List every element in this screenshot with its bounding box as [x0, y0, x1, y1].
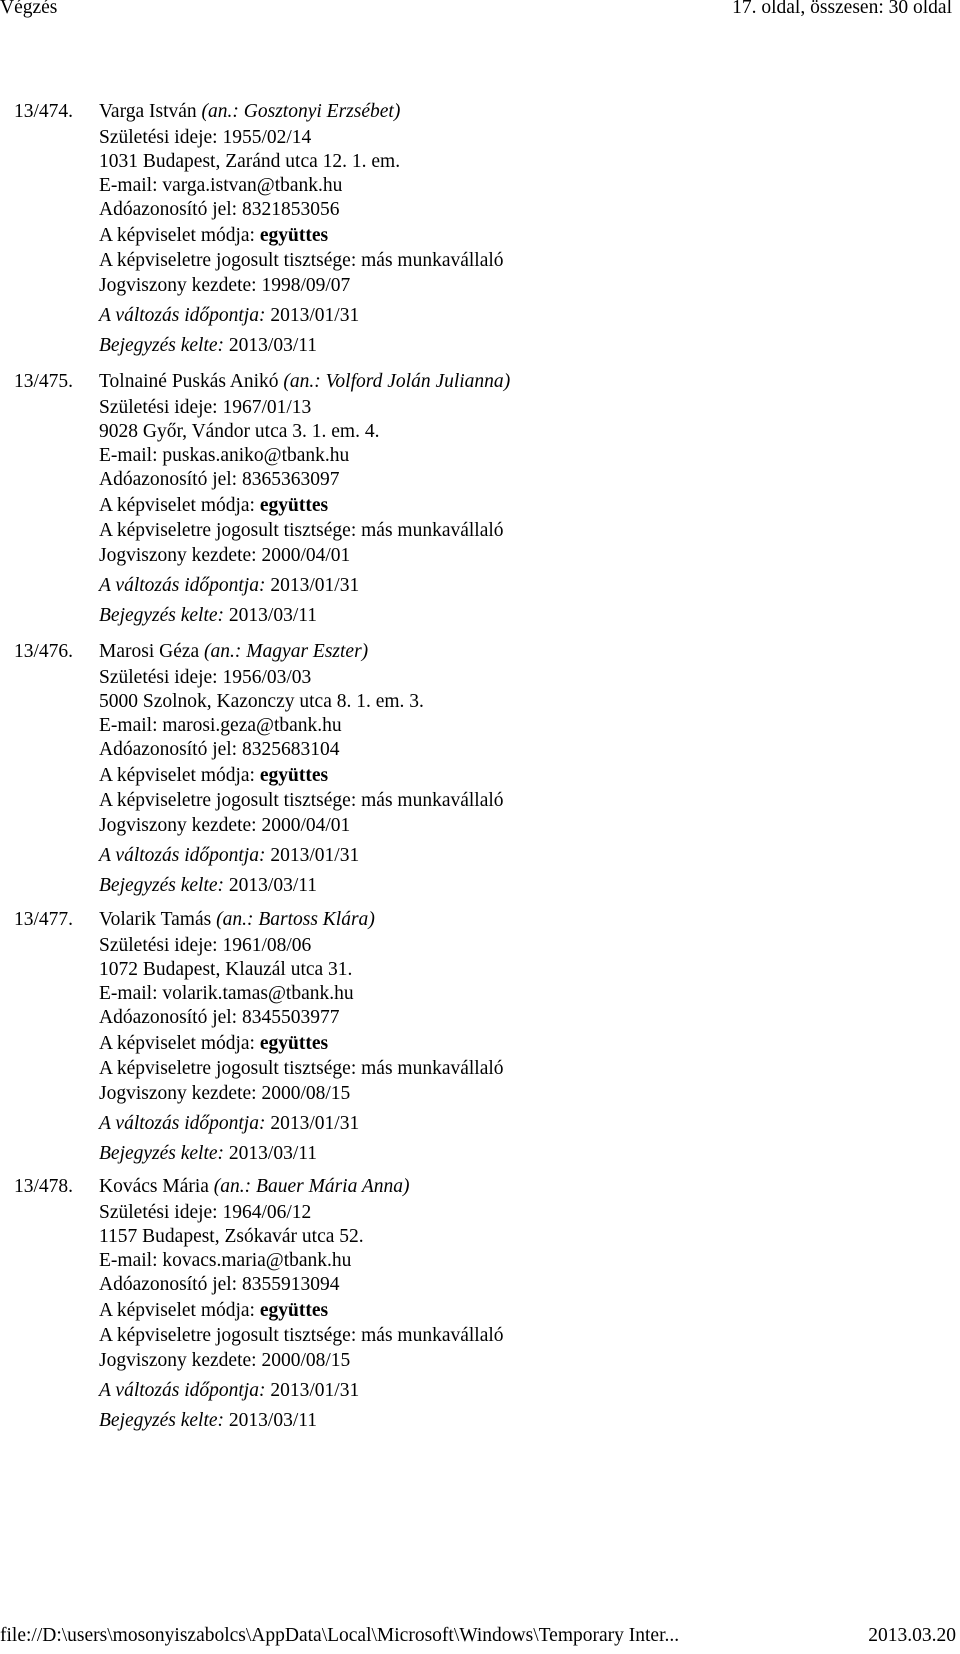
mother-suffix: )	[403, 1176, 410, 1197]
rep-title-value: más munkavállaló	[361, 1058, 504, 1079]
address-value: 1072 Budapest, Klauzál utca 31.	[99, 959, 353, 980]
entry-date-line	[99, 1142, 317, 1166]
entry-date-label: Bejegyzés kelte:	[99, 605, 229, 626]
email-label: E-mail:	[99, 715, 163, 736]
change-value: 2013/01/31	[270, 845, 360, 866]
document-title: Végzés	[0, 0, 58, 18]
email-label: E-mail:	[99, 983, 163, 1004]
birth-value: 1961/08/06	[222, 935, 312, 956]
entry-name-line	[99, 1175, 410, 1199]
change-value: 2013/01/31	[270, 1380, 360, 1401]
start-value: 2000/08/15	[261, 1083, 351, 1104]
rep-mode-value: együttes	[259, 765, 329, 786]
rep-title-line	[99, 249, 504, 273]
email-label: E-mail:	[99, 445, 163, 466]
tax-label: Adóazonosító jel:	[99, 199, 242, 220]
page-counter: 17. oldal, összesen: 30 oldal	[732, 0, 952, 18]
entry-date-label: Bejegyzés kelte:	[99, 875, 229, 896]
entry-name-line	[99, 100, 400, 124]
birth-line	[99, 934, 311, 958]
tax-value: 8321853056	[241, 199, 340, 220]
person-name: Tolnainé Puskás Anikó	[99, 371, 279, 392]
tax-value: 8345503977	[241, 1007, 340, 1028]
entry-date-label: Bejegyzés kelte:	[99, 335, 229, 356]
mother-prefix: (an.:	[216, 909, 259, 930]
entry-date-value: 2013/03/11	[228, 335, 318, 356]
rep-mode-label: A képviselet módja:	[99, 225, 260, 246]
birth-line	[99, 1201, 311, 1225]
email-line	[99, 1249, 351, 1273]
entry-date-value: 2013/03/11	[228, 605, 318, 626]
birth-line	[99, 666, 311, 690]
tax-value: 8325683104	[241, 739, 340, 760]
rep-mode-label: A képviselet módja:	[99, 1033, 260, 1054]
rep-mode-line	[99, 1299, 328, 1323]
birth-label: Születési ideje:	[99, 935, 223, 956]
email-value: volarik.tamas@tbank.hu	[162, 983, 354, 1004]
entry-date-line	[99, 334, 317, 358]
tax-label: Adóazonosító jel:	[99, 1007, 242, 1028]
change-value: 2013/01/31	[270, 305, 360, 326]
mother-name: Bartoss Klára	[258, 909, 369, 930]
start-label: Jogviszony kezdete:	[99, 275, 262, 296]
address-line	[99, 1225, 364, 1249]
mother-prefix: (an.:	[213, 1176, 257, 1197]
entry-number: 13/475.	[14, 371, 74, 392]
email-label: E-mail:	[99, 1250, 163, 1271]
start-value: 2000/04/01	[261, 815, 351, 836]
rep-title-line	[99, 519, 504, 543]
rep-mode-value: együttes	[259, 225, 329, 246]
change-value: 2013/01/31	[270, 575, 360, 596]
email-label: E-mail:	[99, 175, 163, 196]
rep-mode-label: A képviselet módja:	[99, 1300, 260, 1321]
rep-mode-line	[99, 494, 328, 518]
rep-title-value: más munkavállaló	[361, 520, 504, 541]
change-label: A változás időpontja:	[99, 305, 271, 326]
email-value: varga.istvan@tbank.hu	[162, 175, 343, 196]
change-label: A változás időpontja:	[99, 845, 271, 866]
address-line	[99, 690, 424, 714]
entry-name-line	[99, 908, 375, 932]
tax-value: 8365363097	[241, 469, 340, 490]
birth-label: Születési ideje:	[99, 397, 223, 418]
start-label: Jogviszony kezdete:	[99, 1350, 262, 1371]
change-label: A változás időpontja:	[99, 1380, 271, 1401]
rep-mode-label: A képviselet módja:	[99, 495, 260, 516]
start-line	[99, 1349, 350, 1373]
rep-mode-value: együttes	[259, 1033, 329, 1054]
start-line	[99, 544, 350, 568]
tax-line	[99, 1006, 339, 1030]
entry-number: 13/478.	[14, 1176, 74, 1197]
email-value: puskas.aniko@tbank.hu	[162, 445, 350, 466]
person-name: Varga István	[99, 101, 197, 122]
page-header	[0, 0, 960, 27]
mother-prefix: (an.:	[283, 371, 326, 392]
tax-value: 8355913094	[241, 1274, 340, 1295]
start-label: Jogviszony kezdete:	[99, 815, 262, 836]
tax-line	[99, 738, 339, 762]
rep-mode-line	[99, 1032, 328, 1056]
start-value: 1998/09/07	[261, 275, 351, 296]
change-line	[99, 844, 359, 868]
birth-label: Születési ideje:	[99, 667, 223, 688]
rep-title-line	[99, 1324, 504, 1348]
mother-suffix: )	[361, 641, 369, 662]
rep-title-value: más munkavállaló	[361, 790, 504, 811]
start-line	[99, 274, 350, 298]
start-label: Jogviszony kezdete:	[99, 545, 262, 566]
entry-date-value: 2013/03/11	[228, 1143, 318, 1164]
change-value: 2013/01/31	[270, 1113, 360, 1134]
mother-name: Bauer Mária Anna	[256, 1176, 404, 1197]
change-line	[99, 574, 359, 598]
change-label: A változás időpontja:	[99, 575, 271, 596]
email-line	[99, 714, 342, 738]
birth-value: 1967/01/13	[222, 397, 312, 418]
entry-number: 13/474.	[14, 101, 74, 122]
birth-line	[99, 396, 311, 420]
start-label: Jogviszony kezdete:	[99, 1083, 262, 1104]
tax-label: Adóazonosító jel:	[99, 1274, 242, 1295]
tax-line	[99, 1273, 339, 1297]
rep-mode-line	[99, 764, 328, 788]
entry-number: 13/476.	[14, 641, 74, 662]
entry-date-value: 2013/03/11	[228, 875, 318, 896]
mother-prefix: (an.:	[201, 101, 244, 122]
birth-line	[99, 126, 311, 150]
mother-name: Magyar Eszter	[246, 641, 362, 662]
address-value: 9028 Győr, Vándor utca 3. 1. em. 4.	[99, 421, 380, 442]
birth-label: Születési ideje:	[99, 127, 223, 148]
change-line	[99, 1112, 359, 1136]
tax-line	[99, 468, 339, 492]
address-line	[99, 958, 352, 982]
entry-name-line	[99, 370, 510, 394]
entry-number: 13/477.	[14, 909, 74, 930]
entry-date-line	[99, 1409, 317, 1433]
address-value: 1031 Budapest, Zaránd utca 12. 1. em.	[99, 151, 401, 172]
change-line	[99, 304, 359, 328]
entry-date-line	[99, 604, 317, 628]
start-value: 2000/04/01	[261, 545, 351, 566]
mother-suffix: )	[393, 101, 401, 122]
rep-mode-value: együttes	[259, 495, 329, 516]
entry-date-value: 2013/03/11	[228, 1410, 318, 1431]
rep-title-label: A képviseletre jogosult tisztsége:	[99, 520, 362, 541]
file-path: file://D:\users\mosonyiszabolcs\AppData\Local\Microsoft\Windows\Temporary Inter...	[0, 1625, 680, 1646]
tax-label: Adóazonosító jel:	[99, 469, 242, 490]
rep-mode-label: A képviselet módja:	[99, 765, 260, 786]
tax-label: Adóazonosító jel:	[99, 739, 242, 760]
mother-prefix: (an.:	[204, 641, 247, 662]
mother-suffix: )	[368, 909, 375, 930]
rep-title-value: más munkavállaló	[361, 250, 504, 271]
email-line	[99, 444, 349, 468]
email-value: marosi.geza@tbank.hu	[162, 715, 342, 736]
page-footer	[0, 1625, 960, 1653]
birth-label: Születési ideje:	[99, 1202, 223, 1223]
start-value: 2000/08/15	[261, 1350, 351, 1371]
rep-title-value: más munkavállaló	[361, 1325, 504, 1346]
email-value: kovacs.maria@tbank.hu	[162, 1250, 352, 1271]
change-label: A változás időpontja:	[99, 1113, 271, 1134]
print-date: 2013.03.20	[868, 1625, 956, 1646]
address-value: 5000 Szolnok, Kazonczy utca 8. 1. em. 3.	[99, 691, 424, 712]
address-line	[99, 150, 400, 174]
mother-name: Gosztonyi Erzsébet	[243, 101, 394, 122]
tax-line	[99, 198, 339, 222]
entry-date-line	[99, 874, 317, 898]
rep-title-line	[99, 1057, 504, 1081]
email-line	[99, 174, 342, 198]
mother-name: Volford Jolán Julianna	[325, 371, 504, 392]
rep-title-label: A képviseletre jogosult tisztsége:	[99, 1058, 362, 1079]
address-line	[99, 420, 379, 444]
email-line	[99, 982, 354, 1006]
person-name: Kovács Mária	[99, 1176, 209, 1197]
rep-title-label: A képviseletre jogosult tisztsége:	[99, 1325, 362, 1346]
rep-title-label: A képviseletre jogosult tisztsége:	[99, 250, 362, 271]
rep-mode-value: együttes	[259, 1300, 329, 1321]
person-name: Volarik Tamás	[99, 909, 212, 930]
start-line	[99, 814, 350, 838]
change-line	[99, 1379, 359, 1403]
address-value: 1157 Budapest, Zsókavár utca 52.	[99, 1226, 364, 1247]
person-name: Marosi Géza	[99, 641, 200, 662]
rep-title-line	[99, 789, 504, 813]
entry-name-line	[99, 640, 368, 664]
start-line	[99, 1082, 350, 1106]
birth-value: 1955/02/14	[222, 127, 312, 148]
rep-mode-line	[99, 224, 328, 248]
entry-date-label: Bejegyzés kelte:	[99, 1143, 229, 1164]
mother-suffix: )	[503, 371, 511, 392]
birth-value: 1964/06/12	[222, 1202, 312, 1223]
rep-title-label: A képviseletre jogosult tisztsége:	[99, 790, 362, 811]
entry-date-label: Bejegyzés kelte:	[99, 1410, 229, 1431]
birth-value: 1956/03/03	[222, 667, 312, 688]
